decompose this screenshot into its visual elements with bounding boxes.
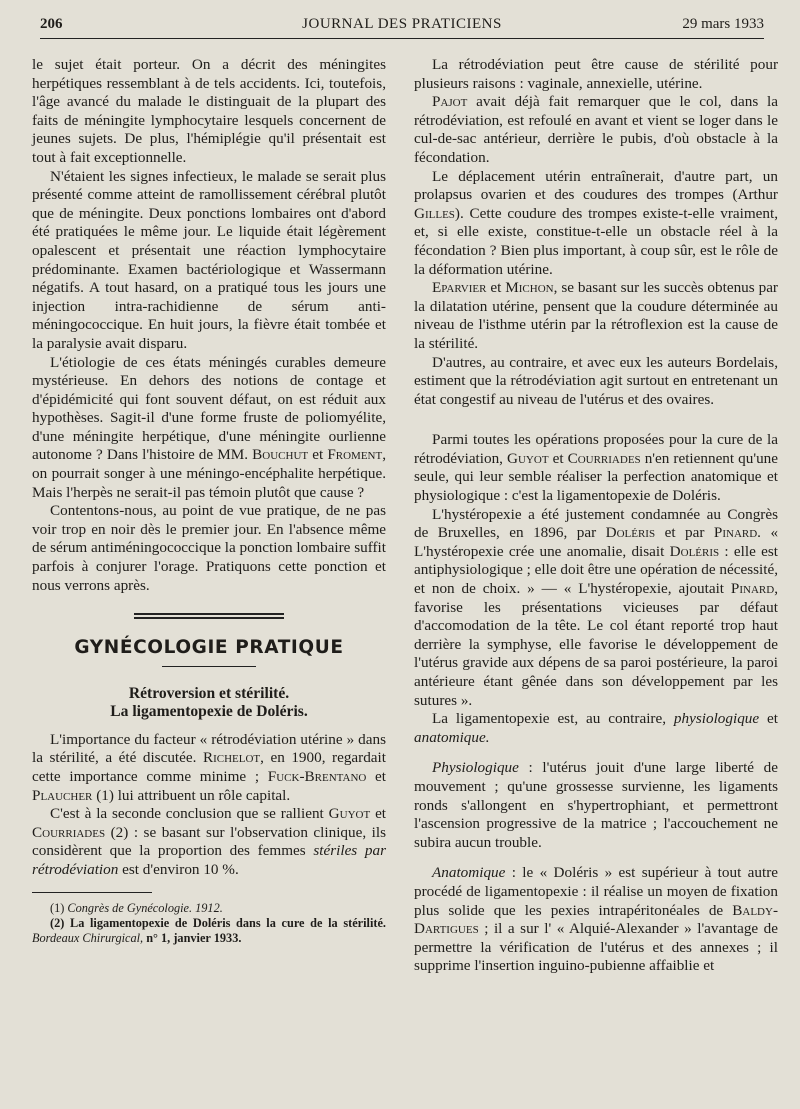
paragraph: Contentons-nous, au point de vue pratique, de ne pas voir trop en noir dès le premier jour. En l'absence même de sérum antiméningococcique la ponction lombaire suffit parfois à conjurer l'orage. Pratiquons cette ponction et nous verrons après. xyxy=(32,502,386,594)
page-number: 206 xyxy=(40,16,63,32)
author-name: Doléris xyxy=(669,542,720,560)
section-title: GYNÉCOLOGIE PRATIQUE xyxy=(74,637,344,659)
author-name: Guyot xyxy=(507,449,549,467)
author-name: Courriades xyxy=(567,449,641,467)
author-name: Bouchut xyxy=(252,446,309,464)
author-name: Doléris xyxy=(605,524,656,542)
author-name: Pajot xyxy=(432,93,468,111)
author-name: Plaucher xyxy=(32,786,93,804)
author-name: Froment xyxy=(327,446,383,464)
author-name: Richelot xyxy=(202,749,261,767)
issue-date: 29 mars 1933 xyxy=(682,16,764,32)
right-column xyxy=(414,56,778,976)
running-header xyxy=(40,16,764,39)
paragraph: le sujet était porteur. On a décrit des méningites herpétiques ressemblant à de tels accidents. Ici, toutefois, l'âge avancé du malade le distinguait de la plupart des faits de méningite lymphocytaire lesquels concernent de jeunes sujets. De plus, l'hémiplégie qu'il présentait est tout à fait exceptionnelle. xyxy=(32,56,386,166)
paragraph: C'est à la seconde conclusion que se rallient Guyot et Courriades (2) : se basant sur l'observation clinique, ils considèrent que la proportion des femmes stériles par rétrodéviation est d'environ 10 %. xyxy=(32,805,387,878)
title-underline xyxy=(162,666,256,667)
author-name: Eparvier xyxy=(432,279,487,297)
paragraph: La rétrodéviation peut être cause de stérilité pour plusieurs raisons : vaginale, annexielle, utérine. xyxy=(414,56,778,92)
paragraph: Anatomique : le « Doléris » est supérieur à tout autre procédé de ligamentopexie : il réalise un moyen de fixation plus solide que les pexies intrapéritonéales de Baldy-Dartigues ; il a sur l' « Alquié-Alexander » l'avantage de permettre la vérification de l'utérus et des annexes ; il supprime l'insertion inguino-pubienne affaiblie et xyxy=(414,864,779,975)
footnote-rule xyxy=(32,892,152,893)
author-name: Gilles xyxy=(414,204,455,222)
journal-title: JOURNAL DES PRATICIENS xyxy=(302,16,502,32)
paragraph: Parmi toutes les opérations proposées pour la cure de la rétrodéviation, Guyot et Courriades n'en retiennent qu'une seule, qui leur semble réaliser la perfection anatomique et physiologique : c'est la ligamentopexie de Doléris. xyxy=(414,431,778,505)
paragraph: Physiologique : l'utérus jouit d'une large liberté de mouvement ; qu'une grossesse survienne, les ligaments ronds s'allongent en s'hypertrophiant, et permettront l'ascension progressive de la matrice ; l'accouchement ne subira aucun trouble. xyxy=(414,759,779,851)
author-name: Baldy-Dartigues xyxy=(414,901,779,938)
author-name: Guyot xyxy=(328,805,371,823)
paragraph: Eparvier et Michon, se basant sur les succès obtenus par la dilatation utérine, pensent que la coudure déterminée au niveau de l'isthme utérin par la rétroflexion est la cause de la stérilité. xyxy=(414,279,778,352)
paragraph: Le déplacement utérin entraînerait, d'autre part, un prolapsus ovarien et des coudures des trompes (Arthur Gilles). Cette coudure des trompes existe-t-elle vraiment, et, si elle existe, constitue-t-elle un obstacle réel à la fécondation ? Bien plus important, à coup sûr, est le rôle de la déformation utérine. xyxy=(414,167,778,278)
paragraph: L'importance du facteur « rétrodéviation utérine » dans la stérilité, a été discutée. Richelot, en 1900, regardait cette importance comme minime ; Fuck-Brentano et Plaucher (1) lui attribuent un rôle capital. xyxy=(32,730,386,804)
author-name: Fuck-Brentano xyxy=(267,768,367,785)
paragraph: D'autres, au contraire, et avec eux les auteurs Bordelais, estiment que la rétrodéviation agit surtout en entretenant un état congestif au niveau de l'utérus et des ovaires. xyxy=(414,353,778,408)
section-divider xyxy=(134,613,284,619)
author-name: Courriades xyxy=(32,823,106,841)
footnote: (2) La ligamentopexie de Doléris dans la cure de la stérilité. Bordeaux Chirurgical, n° 1, janvier 1933. xyxy=(32,915,386,945)
author-name: Pinard xyxy=(730,580,775,598)
left-column xyxy=(32,56,386,946)
article-title: Rétroversion et stérilité. La ligamentopexie de Doléris. xyxy=(110,684,308,720)
paragraph: L'étiologie de ces états méningés curables demeure mystérieuse. En dehors des notions de contage et d'épidémicité qui font souvent défaut, on est réduit aux hypothèses. Sagit-il d'une forme fruste de poliomyélite, d'une méningite herpétique, d'une méningite ourlienne autonome ? Dans l'histoire de MM. Bouchut et Froment, on pourrait songer à une méningo-encéphalite herpétique. Mais l'herpès ne serait-il pas témoin plutôt que cause ? xyxy=(32,353,386,501)
paragraph: L'hystéropexie a été justement condamnée au Congrès de Bruxelles, en 1896, par Doléris et par Pinard. « L'hystéropexie crée une anomalie, disait Doléris : elle est antiphysiologique ; elle doit être une opération de nécessité, et non de choix. » — « L'hystéropexie, ajoutait Pinard, favorise les présentations vicieuses par défaut d'accomodation de la tête. Le col étant reporté trop haut derrière la symphyse, elle favorise le développement de l'utérus gravide aux dépens de sa paroi postérieure, la paroi antérieure étant gênée dans son développement par les sutures ». xyxy=(414,505,779,709)
paragraph: Pajot avait déjà fait remarquer que le col, dans la rétrodéviation, est refoulé en avant et vient se loger dans le cul-de-sac antérieur, derrière le pubis, d'où obstacle à la fécondation. xyxy=(414,93,778,166)
paragraph: La ligamentopexie est, au contraire, physiologique et anatomique. xyxy=(414,710,779,746)
footnote: (1) Congrès de Gynécologie. 1912. xyxy=(50,900,223,915)
author-name: Pinard xyxy=(713,524,758,542)
paragraph: N'étaient les signes infectieux, le malade se serait plus présenté comme atteint de ramollissement cérébral plutôt que de méningite. Deux ponctions lombaires ont d'abord été pratiquées le même jour. Le liquide était légèrement opalescent et présentait une réaction lymphocytaire prédominante. Examen bactériologique et Wassermann négatifs. A tout hasard, on a pratiqué tous les jours une injection intra-rachidienne de sérum anti-méningococcique. En huit jours, la fièvre était tombée et la paralysie avait disparu. xyxy=(32,167,386,352)
author-name: Michon xyxy=(505,279,554,297)
